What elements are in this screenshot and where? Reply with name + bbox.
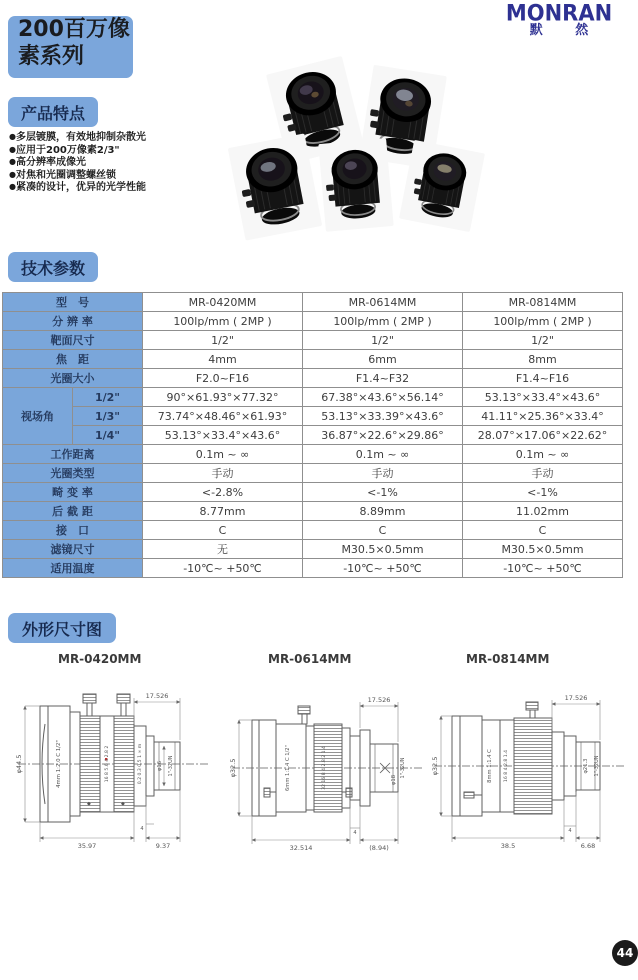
aperture-scale: 16 8 4 2.8 1.4 bbox=[504, 749, 509, 783]
dim-length: 38.5 bbox=[500, 842, 516, 850]
dim-flange: 4 bbox=[568, 828, 572, 834]
spec-cell: -10℃~ +50℃ bbox=[463, 559, 623, 578]
spec-cell: 0.1m ~ ∞ bbox=[143, 445, 303, 464]
brand-logo-chinese: 默 然 bbox=[529, 23, 603, 38]
focus-scale: 0.2 0.3 0.5 1 ∞ m bbox=[138, 743, 143, 785]
dim-mount-length: 17.526 bbox=[145, 692, 169, 700]
spec-row-iris-type bbox=[3, 464, 623, 483]
spec-cell: 100lp/mm ( 2MP ) bbox=[303, 312, 463, 331]
diagram-model-label: MR-0814MM bbox=[466, 652, 550, 666]
spec-cell: 28.07°×17.06°×22.62° bbox=[463, 426, 623, 445]
spec-cell: 8mm bbox=[463, 350, 623, 369]
row-label: 工作距离 bbox=[3, 445, 143, 464]
fov-size-label: 1/2" bbox=[73, 388, 143, 407]
spec-cell: 53.13°×33.4°×43.6° bbox=[143, 426, 303, 445]
page-number-badge bbox=[612, 940, 638, 966]
spec-cell: 0.1m ~ ∞ bbox=[303, 445, 463, 464]
feature-item bbox=[9, 156, 239, 169]
fov-size-label: 1/4" bbox=[73, 426, 143, 445]
spec-cell: 1/2" bbox=[303, 331, 463, 350]
dim-flange: 4 bbox=[353, 830, 357, 836]
spec-cell: MR-0614MM bbox=[303, 293, 463, 312]
spec-cell: F2.0~F16 bbox=[143, 369, 303, 388]
spec-cell: 73.74°×48.46°×61.93° bbox=[143, 407, 303, 426]
index-diamond: ◆ bbox=[87, 801, 91, 807]
dim-thread: 1"-32UN bbox=[594, 755, 600, 777]
dimension-diagram-mr0814 bbox=[430, 680, 630, 852]
features-list bbox=[9, 131, 239, 194]
spec-row-working-distance bbox=[3, 445, 623, 464]
dim-length: 32.514 bbox=[289, 844, 313, 852]
spec-row-fov bbox=[3, 407, 623, 426]
bullet-icon: ● bbox=[9, 144, 16, 154]
feature-text: 多层镀膜，有效地抑制杂散光 bbox=[15, 132, 146, 143]
lens-marking: 6mm 1:1.4 C 1/2" bbox=[285, 744, 291, 792]
spec-cell: 90°×61.93°×77.32° bbox=[143, 388, 303, 407]
row-label-fov: 视场角 bbox=[3, 388, 73, 445]
dim-rear-length: (8.94) bbox=[369, 844, 389, 852]
spec-table bbox=[2, 292, 623, 578]
brand-logo-text: MONRAN bbox=[505, 0, 613, 26]
spec-row-model bbox=[3, 293, 623, 312]
spec-cell: 1/2" bbox=[143, 331, 303, 350]
spec-row-aperture bbox=[3, 369, 623, 388]
index-diamond: ◆ bbox=[121, 801, 125, 807]
spec-cell: 100lp/mm ( 2MP ) bbox=[463, 312, 623, 331]
spec-cell: 41.11°×25.36°×33.4° bbox=[463, 407, 623, 426]
spec-cell: M30.5×0.5mm bbox=[463, 540, 623, 559]
spec-row-back-focal bbox=[3, 502, 623, 521]
feature-text: 对焦和光圈调整螺丝锁 bbox=[15, 169, 116, 181]
series-title-line1: 200百万像 bbox=[18, 17, 130, 42]
product-photos bbox=[0, 0, 638, 260]
spec-cell: 67.38°×43.6°×56.14° bbox=[303, 388, 463, 407]
spec-cell: 0.1m ~ ∞ bbox=[463, 445, 623, 464]
dim-rear-length: 6.68 bbox=[580, 842, 596, 850]
spec-cell: -10℃~ +50℃ bbox=[143, 559, 303, 578]
spec-cell: F1.4~F16 bbox=[463, 369, 623, 388]
feature-item bbox=[9, 169, 239, 182]
lens-marking: 8mm 1:1.4 C bbox=[487, 749, 493, 783]
spec-cell: <-2.8% bbox=[143, 483, 303, 502]
dim-mount-length: 17.526 bbox=[564, 694, 588, 702]
spec-cell: 8.89mm bbox=[303, 502, 463, 521]
row-label: 焦 距 bbox=[3, 350, 143, 369]
spec-cell: <-1% bbox=[303, 483, 463, 502]
spec-cell: <-1% bbox=[463, 483, 623, 502]
spec-cell: 53.13°×33.39°×43.6° bbox=[303, 407, 463, 426]
spec-cell: 手动 bbox=[143, 464, 303, 483]
bullet-icon: ● bbox=[9, 182, 16, 192]
dim-mount-length: 17.526 bbox=[367, 696, 391, 704]
dim-diameter: φ44.5 bbox=[15, 754, 23, 774]
spec-row-resolution bbox=[3, 312, 623, 331]
dim-flange: 4 bbox=[140, 826, 144, 832]
features-heading: 产品特点 bbox=[8, 97, 98, 127]
spec-cell: 36.87°×22.6°×29.86° bbox=[303, 426, 463, 445]
spec-cell: 100lp/mm ( 2MP ) bbox=[143, 312, 303, 331]
spec-row-temperature bbox=[3, 559, 623, 578]
spec-row-fov bbox=[3, 426, 623, 445]
aperture-scale: 32 16 8 4 2.8 2 1.4 bbox=[322, 746, 327, 790]
feature-item bbox=[9, 181, 239, 194]
spec-cell: M30.5×0.5mm bbox=[303, 540, 463, 559]
lens-illustration bbox=[323, 143, 390, 228]
dim-thread: 1"-32UN bbox=[400, 757, 406, 779]
row-label: 靶面尺寸 bbox=[3, 331, 143, 350]
row-label: 光圈大小 bbox=[3, 369, 143, 388]
dim-mount-diameter: φ16 bbox=[157, 760, 163, 772]
bullet-icon: ● bbox=[9, 157, 16, 167]
feature-item bbox=[9, 144, 239, 157]
feature-text: 紧凑的设计，优异的光学性能 bbox=[15, 182, 146, 194]
spec-cell: 手动 bbox=[303, 464, 463, 483]
spec-cell: 11.02mm bbox=[463, 502, 623, 521]
spec-cell: C bbox=[303, 521, 463, 540]
fov-size-label: 1/3" bbox=[73, 407, 143, 426]
diagram-model-label: MR-0614MM bbox=[268, 652, 352, 666]
spec-cell: MR-0814MM bbox=[463, 293, 623, 312]
spec-cell: 6mm bbox=[303, 350, 463, 369]
dim-thread: 1"-32UN bbox=[168, 755, 174, 777]
dim-length: 35.97 bbox=[77, 842, 97, 850]
dimensions-heading: 外形尺寸图 bbox=[8, 613, 116, 643]
dim-rear-length: 9.37 bbox=[155, 842, 171, 850]
row-label: 畸 变 率 bbox=[3, 483, 143, 502]
dim-diameter: φ32.5 bbox=[431, 756, 439, 776]
spec-cell: F1.4~F32 bbox=[303, 369, 463, 388]
spec-row-fov bbox=[3, 388, 623, 407]
spec-row-filter-size bbox=[3, 540, 623, 559]
feature-text: 应用于200万像素2/3" bbox=[15, 144, 120, 156]
feature-item bbox=[9, 131, 239, 144]
specs-heading: 技术参数 bbox=[8, 252, 98, 282]
spec-row-distortion bbox=[3, 483, 623, 502]
row-label: 型 号 bbox=[3, 293, 143, 312]
row-label: 适用温度 bbox=[3, 559, 143, 578]
lens-photo bbox=[404, 145, 481, 228]
spec-cell: C bbox=[463, 521, 623, 540]
diagram-model-label: MR-0420MM bbox=[58, 652, 142, 666]
lens-illustration bbox=[404, 145, 481, 228]
spec-row-mount bbox=[3, 521, 623, 540]
lens-photo bbox=[232, 138, 317, 236]
spec-cell: MR-0420MM bbox=[143, 293, 303, 312]
spec-cell: C bbox=[143, 521, 303, 540]
row-label: 分 辨 率 bbox=[3, 312, 143, 331]
dimension-diagram-mr0420 bbox=[12, 678, 217, 853]
row-label: 滤镜尺寸 bbox=[3, 540, 143, 559]
spec-cell: 53.13°×33.4°×43.6° bbox=[463, 388, 623, 407]
row-label: 接 口 bbox=[3, 521, 143, 540]
dim-diameter: φ32.5 bbox=[229, 758, 237, 778]
row-label: 光圈类型 bbox=[3, 464, 143, 483]
page-number: 44 bbox=[616, 946, 634, 960]
spec-cell: 手动 bbox=[463, 464, 623, 483]
lens-photo bbox=[323, 143, 390, 228]
spec-cell: 无 bbox=[143, 540, 303, 559]
bullet-icon: ● bbox=[9, 132, 16, 141]
bullet-icon: ● bbox=[9, 169, 16, 179]
spec-cell: -10℃~ +50℃ bbox=[303, 559, 463, 578]
spec-cell: 4mm bbox=[143, 350, 303, 369]
dim-mount-diameter: φ18 bbox=[391, 774, 397, 786]
dim-mount-diameter: φ21.3 bbox=[583, 758, 589, 774]
spec-cell: 1/2" bbox=[463, 331, 623, 350]
spec-row-focal-length bbox=[3, 350, 623, 369]
spec-cell: 8.77mm bbox=[143, 502, 303, 521]
aperture-scale: 16 8 5.6 4 2.8 2 bbox=[105, 745, 110, 783]
series-title-line2: 素系列 bbox=[18, 44, 85, 69]
row-label: 后 截 距 bbox=[3, 502, 143, 521]
dimension-diagram-mr0614 bbox=[228, 682, 428, 852]
lens-marking: 4mm 1:2.0 C 1/2" bbox=[56, 740, 62, 788]
spec-row-sensor-size bbox=[3, 331, 623, 350]
feature-text: 高分辨率成像光 bbox=[15, 157, 86, 169]
